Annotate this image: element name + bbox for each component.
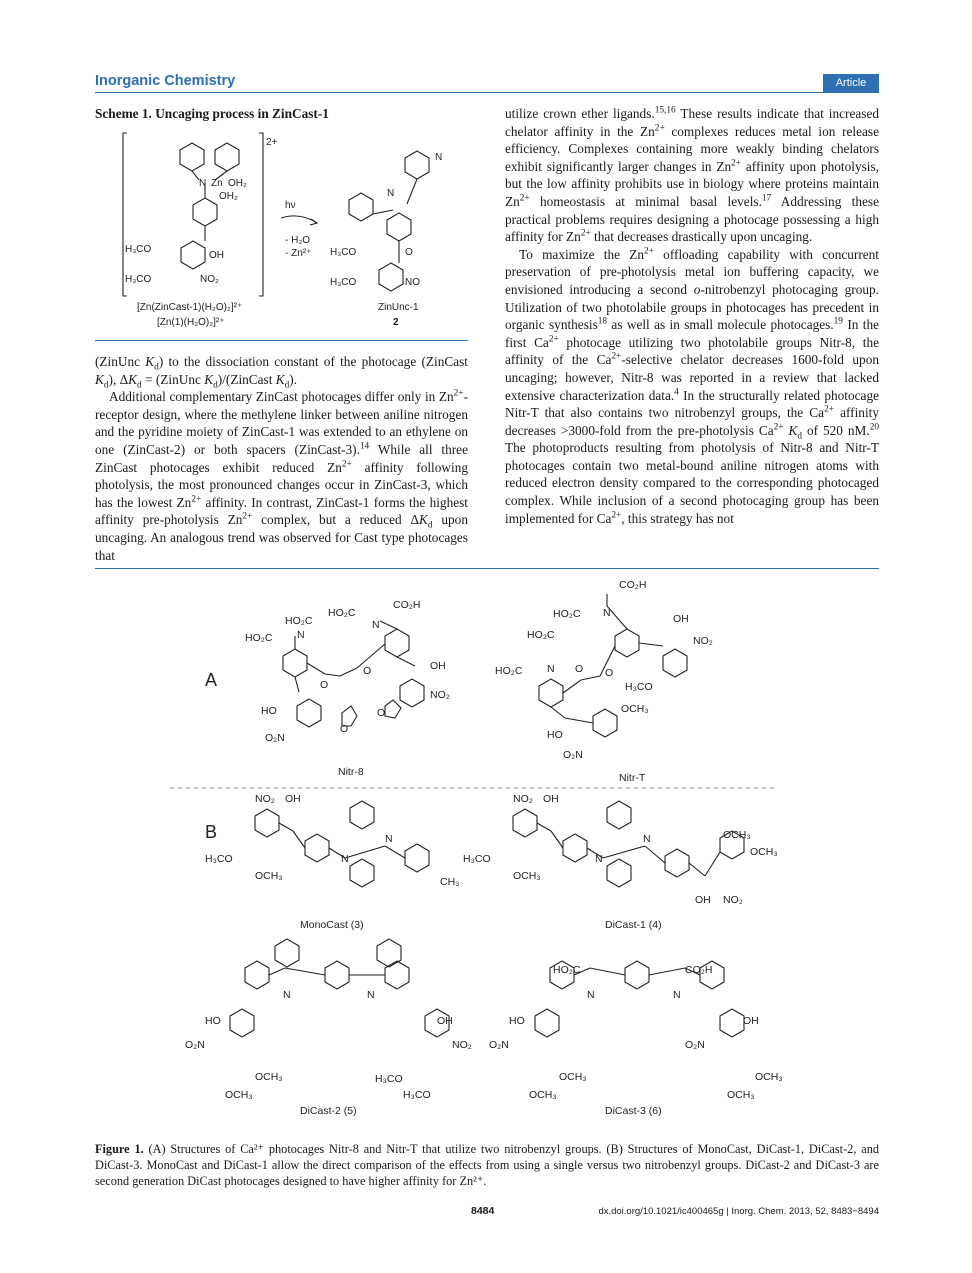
nitr8-ho2c-2: HO₂C — [285, 615, 313, 627]
dicast2-n-1: N — [283, 989, 291, 1001]
panel-a-letter: A — [205, 670, 218, 690]
dicast2-label: DiCast-2 (5) — [300, 1105, 357, 1117]
dicast1-label: DiCast-1 (4) — [605, 919, 662, 931]
figure-top-rule — [95, 568, 879, 569]
scheme-arrow-label: hν — [285, 200, 296, 211]
scheme-h3co-1: H₃CO — [125, 244, 152, 255]
dicast3-n-1: N — [587, 989, 595, 1001]
dicast1-oh-b: OH — [695, 894, 711, 906]
left-paragraph-1: (ZinUnc $K_d$) to the dissociation constant of the photocage (ZinCast $K_d$), $\Delta K_d$ = (ZinUnc $K_d)/(ZinCast$ $K_d$). — [95, 354, 468, 391]
dicast1-n-2: N — [643, 833, 651, 845]
nitr8-o-1: O — [320, 679, 329, 691]
dicast2-o2n: O₂N — [185, 1039, 205, 1051]
scheme-left-label-2: [Zn(1)(H₂O)₂]²⁺ — [157, 317, 225, 328]
figure-caption-label: Figure 1. — [95, 1142, 144, 1156]
dicast1-och3-a: OCH₃ — [513, 870, 541, 882]
dicast3-ho2c: HO₂C — [553, 964, 581, 976]
dicast2-h3co-b: H₃CO — [403, 1089, 431, 1101]
article-badge: Article — [823, 74, 879, 92]
nitr8-o-2: O — [363, 665, 372, 677]
dicast1-h3co: H₃CO — [463, 853, 491, 865]
right-column — [505, 105, 879, 527]
figure-1 — [95, 576, 879, 1136]
scheme-loss-h2o: - H₂O — [285, 235, 310, 246]
scheme-right-o: O — [405, 247, 413, 258]
nitrt-h3co: H₃CO — [625, 681, 653, 693]
nitrt-och3: OCH₃ — [621, 703, 649, 715]
page-number: 8484 — [471, 1205, 495, 1217]
dicast2-och3-a: OCH₃ — [255, 1071, 283, 1083]
journal-title: Inorganic Chemistry — [95, 73, 236, 89]
monocast-oh: OH — [285, 793, 301, 805]
monocast-no2: NO₂ — [255, 793, 275, 805]
nitrt-label: Nitr-T — [619, 772, 646, 784]
figure-caption — [95, 1141, 879, 1189]
nitr8-o2n: O₂N — [265, 732, 285, 744]
scheme-h3co-2: H₃CO — [125, 274, 152, 285]
dicast2-oh: OH — [437, 1015, 453, 1027]
dicast1-no2: NO₂ — [513, 793, 533, 805]
nitrt-no2: NO₂ — [693, 635, 713, 647]
nitrt-ho2c-2: HO₂C — [527, 629, 555, 641]
scheme-right-n-2: N — [387, 188, 395, 199]
scheme-atom-n: N — [199, 178, 207, 189]
dicast3-o2n-a: O₂N — [489, 1039, 509, 1051]
dicast1-no2-b: NO₂ — [723, 894, 743, 906]
scheme-atom-zn: Zn — [211, 178, 223, 189]
dicast3-n-2: N — [673, 989, 681, 1001]
scheme-right-n-1: N — [435, 152, 443, 163]
dicast3-o2n-b: O₂N — [685, 1039, 705, 1051]
dicast2-och3-b: OCH₃ — [225, 1089, 253, 1101]
scheme-1-figure — [95, 128, 468, 338]
nitrt-ho: HO — [547, 729, 563, 741]
nitrt-n-2: N — [547, 663, 555, 675]
dicast2-h3co-a: H₃CO — [375, 1073, 403, 1085]
right-paragraph-1: utilize crown ether ligands.$^{15,16}$ These results indicate that increased chelator affinity in the $Zn^{2+}$ complexes reduces metal ion release efficiency. Complexes containing more weakly binding chelators exhibit significantly larger changes in $Zn^{2+}$ affinity upon photolysis, but the low affinity prohibits use in biology where proteins maintain $Zn^{2+}$ homeostasis at minimal basal levels.$^{17}$ Addressing these practical problems requires designing a photocage possessing a high affinity for $Zn^{2+}$ that decreases drastically upon uncaging. — [505, 105, 879, 245]
dicast3-och3-a: OCH₃ — [559, 1071, 587, 1083]
nitr8-co2h: CO₂H — [393, 599, 421, 611]
dicast3-och3-d: OCH₃ — [727, 1089, 755, 1101]
scheme-right-h3co-2: H₃CO — [330, 277, 357, 288]
left-column — [95, 353, 468, 564]
nitr8-ho2c-3: HO₂C — [245, 632, 273, 644]
nitr8-n-2: N — [372, 619, 380, 631]
scheme-rule — [95, 340, 468, 341]
monocast-n-1: N — [341, 853, 349, 865]
footer-doi: dx.doi.org/10.1021/ic400465g | Inorg. Chem. 2013, 52, 8483−8494 — [598, 1206, 879, 1217]
nitrt-ho2c-3: HO₂C — [495, 665, 523, 677]
monocast-n-2: N — [385, 833, 393, 845]
nitrt-o2n: O₂N — [563, 749, 583, 761]
scheme-right-label-2: 2 — [393, 317, 399, 328]
dicast1-och3-b: OCH₃ — [723, 829, 751, 841]
nitr8-ho: HO — [261, 705, 277, 717]
nitr8-no2: NO₂ — [430, 689, 450, 701]
scheme-right-h3co-1: H₃CO — [330, 247, 357, 258]
dicast2-ho: HO — [205, 1015, 221, 1027]
dicast3-oh: OH — [743, 1015, 759, 1027]
scheme-loss-zn: - Zn²⁺ — [285, 248, 312, 259]
nitr8-o-4: O — [377, 707, 386, 719]
scheme-title: Scheme 1. Uncaging process in ZinCast-1 — [95, 106, 329, 121]
nitrt-ho2c-1: HO₂C — [553, 608, 581, 620]
figure-caption-text: (A) Structures of Ca²⁺ photocages Nitr-8 and Nitr-T that utilize two nitrobenzyl groups. (B) Structures of MonoCast, DiCast-1, DiCast-2, and DiCast-3. MonoCast and DiCast-1 allow the direct comparison of the effects from using a single versus two nitrobenzyl groups. DiCast-2 and DiCast-3 are second generation DiCast photocages designed to have higher affinity for Zn²⁺. — [95, 1142, 879, 1188]
dicast3-label: DiCast-3 (6) — [605, 1105, 662, 1117]
monocast-h3co: H₃CO — [205, 853, 233, 865]
nitrt-n-1: N — [603, 607, 611, 619]
scheme-right-no: NO — [405, 277, 420, 288]
scheme-atom-oh2-a: OH₂ — [228, 178, 247, 189]
nitr8-ho2c-1: HO₂C — [328, 607, 356, 619]
scheme-atom-oh2-b: OH₂ — [219, 191, 238, 202]
nitrt-co2h: CO₂H — [619, 579, 647, 591]
scheme-charge: 2+ — [266, 137, 278, 148]
left-paragraph-2: Additional complementary ZinCast photocages differ only in $Zn^{2+}$-receptor design, where the methylene linker between aniline nitrogen and the pyridine moiety of ZinCast-1 was extended to an ethylene on one (ZinCast-2) or both spacers (ZinCast-3).$^{14}$ While all three ZinCast photocages exhibit reduced $Zn^{2+}$ affinity following photolysis, the most pronounced changes occur in ZinCast-3, which has the lowest $Zn^{2+}$ affinity. In contrast, ZinCast-1 forms the highest affinity pre-photolysis $Zn^{2+}$ complex, but a reduced $\Delta K_d$ upon uncaging. An analogous trend was observed for Cast type photocages that — [95, 388, 468, 563]
scheme-atom-oh-left: OH — [209, 250, 224, 261]
dicast3-ho: HO — [509, 1015, 525, 1027]
scheme-right-label-1: ZinUnc-1 — [378, 302, 419, 313]
scheme-no2: NO₂ — [200, 274, 219, 285]
dicast1-n-1: N — [595, 853, 603, 865]
dicast1-och3-c: OCH₃ — [750, 846, 778, 858]
dicast2-no2: NO₂ — [452, 1039, 472, 1051]
scheme-left-label-1: [Zn(ZinCast-1)(H₂O)₂]²⁺ — [137, 302, 243, 313]
monocast-ch3: CH₃ — [440, 876, 460, 888]
dicast3-och3-c: OCH₃ — [755, 1071, 783, 1083]
right-paragraph-2: To maximize the $Zn^{2+}$ offloading capability with concurrent preservation of pre-photolysis metal ion buffering capacity, we envisioned introducing a second o-nitrobenzyl photocaging group. Utilization of two photolabile groups in photocages has precedent in organic synthesis$^{18}$ as well as in small molecule photocages.$^{19}$ In the first $Ca^{2+}$ photocage utilizing two photolabile groups Nitr-8, the affinity of the $Ca^{2+}$-selective chelator decreases 1600-fold upon uncaging; however, Nitr-8 was reported in a review that lacked extensive characterization data.$^4$ In the structurally related photocage Nitr-T that also contains two nitrobenzyl groups, the $Ca^{2+}$ affinity decreases >3000-fold from the pre-photolysis $Ca^{2+}$ $K_d$ of 520 nM.$^{20}$ The photoproducts resulting from photolysis of Nitr-8 and Nitr-T photocages contain two metal-bound aniline nitrogen atoms with reduced electron density compared to the corresponding photocaged complex. While inclusion of a second photocaging group has been implemented for $Ca^{2+}$, this strategy has not — [505, 246, 879, 526]
dicast3-och3-b: OCH₃ — [529, 1089, 557, 1101]
dicast2-n-2: N — [367, 989, 375, 1001]
nitr8-label: Nitr-8 — [338, 766, 364, 778]
monocast-label: MonoCast (3) — [300, 919, 364, 931]
nitrt-o-1: O — [575, 663, 584, 675]
dicast3-co2h: CO₂H — [685, 964, 713, 976]
header-rule — [95, 92, 879, 93]
nitrt-o-2: O — [605, 667, 614, 679]
nitr8-oh: OH — [430, 660, 446, 672]
nitrt-oh: OH — [673, 613, 689, 625]
nitr8-n-1: N — [297, 629, 305, 641]
dicast1-oh: OH — [543, 793, 559, 805]
nitr8-o-3: O — [340, 723, 349, 735]
panel-b-letter: B — [205, 822, 218, 842]
monocast-och3: OCH₃ — [255, 870, 283, 882]
